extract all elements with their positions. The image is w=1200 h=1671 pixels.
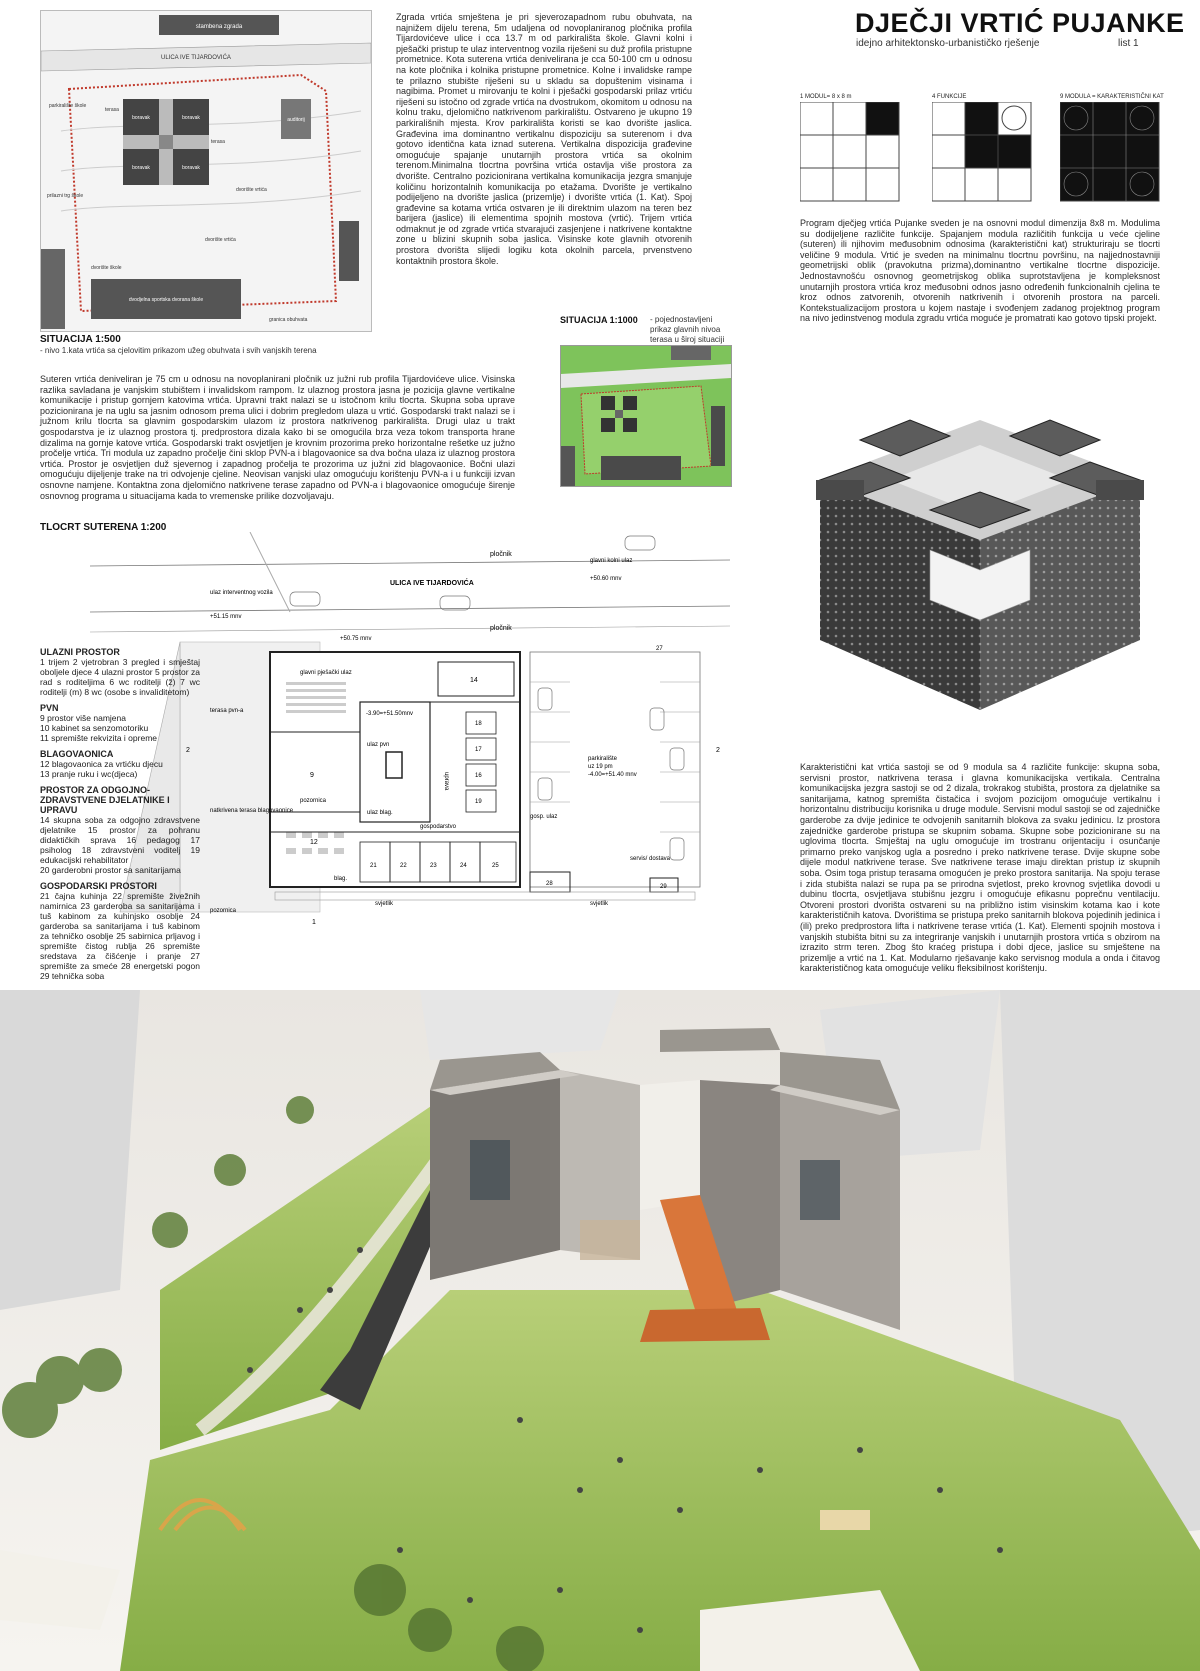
- module-label-1: 1 MODUL= 8 x 8 m: [800, 94, 852, 100]
- label-entry-vehicle: ulaz interventnog vozila: [210, 590, 273, 596]
- room-9: 9: [310, 772, 314, 779]
- room-14: 14: [470, 677, 478, 684]
- legend-text-3: 12 blagovaonica za vrtićku djecu 13 pranje ruku i wc(djeca): [40, 759, 163, 779]
- room-21: 21: [370, 863, 377, 869]
- label-ulaz-pvn-1: ulaz pvn: [367, 742, 390, 748]
- room-19: 19: [475, 799, 482, 805]
- label-parking-level: -4.00=+51.40 mnv: [588, 772, 637, 778]
- label-street-plan: ULICA IVE TIJARDOVIĆA: [390, 580, 474, 587]
- label-entry-school: prilazni trg škole: [47, 193, 84, 199]
- label-street-500: ULICA IVE TIJARDOVIĆA: [161, 55, 231, 61]
- label-auditorij: auditorij: [287, 117, 305, 123]
- label-servis: servis/ dostava: [630, 856, 671, 862]
- intro-text: Zgrada vrtića smještena je pri sjeverozapadnom rubu obuhvata, na najnižem dijelu terena, 5m udaljena od novoplaniranog pločnika profila Tijardovićeve ulice i cca 13.7 m od parkirališta škole. Glavni kolni i pješački pristup te ulaz interventnog vozila riješeni su duž profila pristupne prometnice. Kota suterena vrtića denivelirana je cca 50-100 cm u odnosu na kote pločnika i kolnika pristupne prometnice. Kolne i invalidske rampe te prilazno stubište riješeni su u skladu sa dopuštenim visinama i nagibima. Promet u mirovanju te kolni i pješački gospodarski prilaz vrtiću riješeni su istočno od zgrade vrtića na dvostrukom, okomitom u odnosu na kolnu traku, djelomično natkrivenom parkiralištu. Ostvareno je ukupno 19 parkirališnih mjesta. Krov parkirališta koristi se kao dvorište jaslica. Građevina ima dominantno vertikalnu dispoziciju sa suterenom i dva gotovo identična kata iznad suterena. Vertikalna dispozicija građevine omogućuje spajanje unutarnjih prostora vrtića sa okolnim terenom.Minimalna tlocrtna površina vrtića ostavlja više prostora za dvorište. Centralno pozicionirana vertikalna komunikacija jezgra smanjuje količinu horizontalnih komunikacija po etažama. Dvorište je vertikalno podijeljeno na dvorište jaslica (prizemlje) i dvorište vrtića (1. Kat). Spoj građevine sa kotama vrtića ostvaren je ili direktnim ulazom na teren bez barijera (jaslice) ili elementima spojnih mostova (vrtić). Trijem vrtića odmaknut je od zgrade vrtića stvarajući zasjenjene i natkrivene kontaktne zone u blizini skupnih soba jaslica. Visinske kote glavnih otvorenih prostora dvorišta slijedi logiku kota okolnih parcela, prvenstveno kontaktnih prostora škole.: [396, 12, 692, 266]
- legend-text-5: 21 čajna kuhinja 22 spremište živežnih namirnica 23 garderoba sa sanitarijama i tuš kabinom za kuhinjsko osoblje 24 garderoba sa sanitarijama i tuš kabinom za tehničko osoblje 25 sabirnica prljavog i spremište čistog rublja 26 spremište sredstava za čišćenje i pranje 27 spremište za smeće 28 energetski pogon 29 tehnička soba: [40, 891, 200, 981]
- module-label-3: 9 MODULA = KARAKTERISTIČNI KAT: [1060, 94, 1164, 100]
- site-plan-500: [40, 10, 372, 332]
- label-terrace-b: terasa: [211, 139, 225, 145]
- label-terrace-pvn: terasa pvn-a: [210, 708, 244, 714]
- page-title: DJEČJI VRTIĆ PUJANKE: [855, 8, 1185, 38]
- page-subtitle: idejno arhitektonsko-urbanističko rješenje: [856, 38, 1040, 49]
- label-pozornica: pozornica: [300, 798, 327, 804]
- legend-title-4: PROSTOR ZA ODGOJNO-ZDRAVSTVENE DJELATNIKE I UPRAVU: [40, 785, 170, 815]
- label-level-1: +51.15 mnv: [210, 614, 242, 620]
- basement-text: Suteren vrtića deniveliran je 75 cm u odnosu na novoplanirani pločnik uz južni rub profila Tijardovićeve ulice. Visinska razlika savladana je vanjskim stubištem i invalidskom rampom. Iz ulaznog prostora jasna je pozicija glavne vertikalne komunikacije i pristup gornjem katovima vrtića. Upravni trakt nalazi se u istočnom krilu tlocrta. Skupna soba uprave pozicionirana je na uglu sa jasnim odnosom prema ulici i dobrim pregledom ulaza u vrtić. Gospodarski trakt nalazi se i južnom krilu tlocrta sa glavnim gospodarskim ulazom iz prostora natkrivenog parkirališta. Drugi ulaz u trakt gospodarstva je iz ulaznog prostora tj. predprostora dizala kako bi se omogućila brza veza tokom transporta hrane dizalima na gornje katove vrtića. Gospodarski trakt osvjetljen je krovnim prozorima preko horizontalne rešetke uz južno pročelje vrtića. Tri modula uz zapadno pročelje čini sklop PVN-a i blagovaonice sa dva bočna ulaza iz ulaznog prostora vrtića. Prostor je osvjetljen duž sjevernog i zapadnog pročelja te prozorima uz južni zid blagovaonice. Bočni ulazi omogućuju dijeljenje trake na tri odvojenje cjeline. Neovisan vanjski ulaz omogućuju korištenju PVN-a i u funkciji izvan osnovne namjene. Kontaktna zona djelomično natkrivene terase zapadno od PVN-a i blagovaonice omogućuje širenje osnovnog programa u situacijama kada to vremenske prilike dozvoljavaju.: [40, 374, 515, 501]
- label-gospodarstvo: gospodarstvo: [420, 824, 457, 830]
- legend-text-4: 14 skupna soba za odgojno zdravstvene djelatnike 15 prostor za pohranu didaktičkih sprava 16 pedagog 17 psiholog 18 zdravstveni voditelj 19 edukacijski rehabilitator 20 garderobni prostor sa sanitarijama: [40, 815, 200, 875]
- label-yard-2: dvorište vrtića: [236, 187, 267, 193]
- module-label-2: 4 FUNKCIJE: [932, 94, 967, 100]
- label-sports-hall: dvodjelna sportska dvorana škole: [128, 297, 204, 303]
- label-room-c: boravak: [132, 165, 150, 171]
- aerial-render: [0, 990, 1200, 1671]
- room-24: 24: [460, 863, 467, 869]
- label-level-2: +50.60 mnv: [590, 576, 622, 582]
- room-18: 18: [475, 721, 482, 727]
- site-plan-1000-note: - pojednostavljeni prikaz glavnih nivoa terasa u široj situaciji: [650, 315, 725, 344]
- label-svjetlik-2: svjetlik: [590, 901, 609, 907]
- room-12: 12: [310, 839, 318, 846]
- label-terrace-a: terasa: [105, 107, 119, 113]
- axonometric-model: [800, 400, 1170, 735]
- label-stambena: stambena zgrada: [195, 24, 243, 30]
- label-parking-note: uz 19 pm: [588, 764, 613, 770]
- label-gosp-ulaz: gosp. ulaz: [530, 814, 558, 820]
- label-sidewalk-bottom: pločnik: [490, 625, 512, 632]
- site-plan-500-caption: SITUACIJA 1:500: [40, 334, 121, 345]
- label-ulaz-blag: ulaz blag.: [367, 810, 393, 816]
- room-27: 27: [656, 646, 663, 652]
- label-parking-school: parkiralište škole: [49, 103, 87, 109]
- legend-title-3: BLAGOVAONICA: [40, 749, 114, 759]
- site-plan-1000-caption: SITUACIJA 1:1000: [560, 315, 638, 325]
- label-terrace-blag: natkrivena terasa blagovaonice: [210, 808, 294, 814]
- label-room-a: boravak: [132, 115, 150, 121]
- sheet-number: list 1: [1118, 38, 1139, 49]
- site-plan-1000: [560, 345, 732, 487]
- label-sidewalk-top: pločnik: [490, 551, 512, 558]
- label-entry-main-car: glavni kolni ulaz: [590, 558, 633, 564]
- module-diagram-1: [800, 102, 900, 207]
- room-23: 23: [430, 863, 437, 869]
- label-main-entry: glavni pješački ulaz: [300, 670, 352, 676]
- label-level-core: -3.90=+51.50mnv: [366, 711, 414, 717]
- label-room-b: boravak: [182, 115, 200, 121]
- room-16: 16: [475, 773, 482, 779]
- room-29: 29: [660, 884, 667, 890]
- floor-plan-caption: TLOCRT SUTERENA 1:200: [40, 522, 167, 533]
- section-mark-left: 2: [186, 747, 190, 754]
- floor-text: Karakteristični kat vrtića sastoji se od 9 modula sa 4 različite funkcije: skupna soba, servisni prostor, natkrivena terasa i glavna komunikacijska vertikala. Centralna komunikacijska jezgra sastoji se od 2 dizala, trokrakog stubišta, prostora za djelatnike sa sanitarijama, katnog spremišta čistačica i svojom pozicijom omogućuje vertikalnu i horizontalnu distribuciju korisnika u druge module. Servisni modul sastoji se od zajedničke garderobe za dvije jedinice te odvojenih sanitarnih blokova za svaku jedinicu. Iz prostora zajedničke garderobe pristupa se skupnim sobama. Skupne sobe pozicionirane su na uglovima tlocrta. Smještaj na uglu omogućuje im trostranu orijentaciju i osunčanje primarno preko vanjskog ugla a posredno i preko natkrivene terase. Dvije skupne sobe dijele modul natkrivene terase. Sve natkrivene terase imaju direktan pristup iz skupnih soba. Osim toga pristup terasama omogućen je preko prostora sanitarija. Na spoju terase i zida stubišta nalazi se rupa pa se prirodna svjetlost, preko krovnog svjetlika dovodi u dubinu tlocrta, osvjetljava stubišnu jezgru i omogućuje efikasnu poprečnu ventilaciju. Otvoreni prostori dvorišta ostvareni su na približno istim visinskim kotama kao i kote karakterističnih katova. Dvorištima se pristupa preko sanitarnih blokova pojedinih jedinica i (ili) preko predprostora lifta i natkrivene terase vrtića (1. Kat). Elementi spojnih mostova i vanjskih stubišta bitni su za integriranje vanjskih i unutarnjih prostora vrtića s obzirom na izrazito strm teren. Zbog što kraćeg pristupa i dobi djece, jaslice su smještene na prizemlje a vrtić na 1. Kat. Modularno rješavanje kako servisnog modula a onda i čitavog karakterističnog kata omogućuje veliku fleksibilnost korištenju.: [800, 762, 1160, 974]
- label-yard: dvorište vrtića: [205, 237, 236, 243]
- room-28: 28: [546, 881, 553, 887]
- label-svjetlik-1: svjetlik: [375, 901, 394, 907]
- module-diagram-3: [1060, 102, 1160, 207]
- label-level-3: +50.75 mnv: [340, 636, 372, 642]
- label-blag: blag.: [334, 876, 348, 882]
- room-22: 22: [400, 863, 407, 869]
- label-boundary: granica obuhvata: [269, 317, 308, 323]
- legend-title-1: ULAZNI PROSTOR: [40, 647, 120, 657]
- label-parking: parkiralište: [588, 756, 618, 762]
- room-25: 25: [492, 863, 499, 869]
- legend: [40, 645, 200, 981]
- label-room-d: boravak: [182, 165, 200, 171]
- legend-title-2: PVN: [40, 703, 59, 713]
- section-mark-bottom: 1: [312, 919, 316, 926]
- legend-text-2: 9 prostor više namjena 10 kabinet sa senzomotoriku 11 spremište rekvizita i opreme: [40, 713, 157, 743]
- section-mark-right: 2: [716, 747, 720, 754]
- legend-text-1: 1 trijem 2 vjetrobran 3 pregled i smještaj oboljele djece 4 ulazni prostor 5 prostor za rad s roditeljima 6 wc roditelji (ž) 7 wc roditelji (m) 8 wc (osobe s invaliditetom): [40, 657, 200, 697]
- room-17: 17: [475, 747, 482, 753]
- label-school-yard: dvorište škole: [91, 265, 122, 271]
- module-text: Program dječjeg vrtića Pujanke sveden je na osnovni modul dimenzija 8x8 m. Modulima su dodijeljene različite funkcije. Spajanjem modula različitih funkcija u veće cjeline (suteren) ili njihovim međusobnim odnosima (karakteristični kat) strukturiraju se tlocrti veličine 9 modula. Vrtić je sveden na minimalnu tlocrtnu površinu, na najjednostavniji geometrijski oblik (pravokutna prizma),dominantno vertikalne tlocrtne dispozicije. Jednostavnošću osnovnog geometrijskog oblika suprotstavljena je kompleksnost unutarnjih prostora vrtića kroz međusobni odnos jasno određenih funkcionalnih cjelina te kroz odnos zatvorenih, otvorenih natkrivenih i otvorenih prostora na parceli. Kontekstualizacijom prostora u kojem nastaje i svođenjem zadanog projektnog program na nivo jedinstvenog modula zgradu vrtića moguće je promatrati kao gotovo tipski projekt.: [800, 218, 1160, 324]
- module-diagram-2: [932, 102, 1032, 207]
- legend-title-5: GOSPODARSKI PROSTORI: [40, 881, 157, 891]
- label-uprava: uprava: [443, 772, 449, 791]
- site-plan-500-note: - nivo 1.kata vrtića sa cjelovitim prikazom užeg obuhvata i svih vanjskih terena: [40, 346, 317, 355]
- label-pozornica-2: pozornica: [210, 908, 237, 914]
